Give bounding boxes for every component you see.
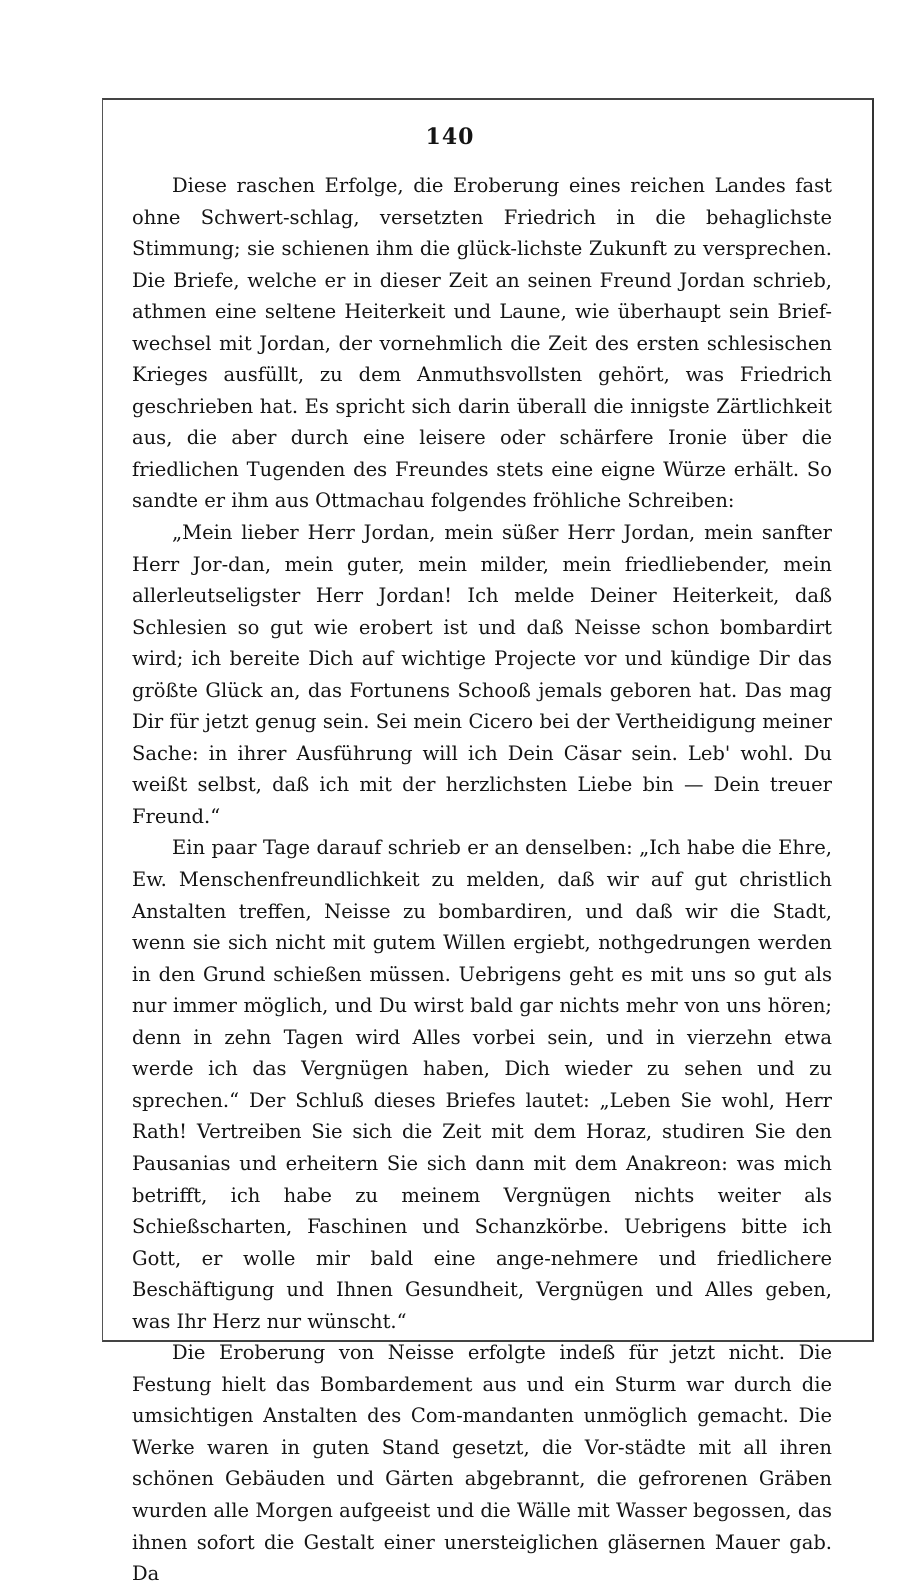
body-text xyxy=(132,170,832,1590)
paragraph-3: Ein paar Tage darauf schrieb er an denselben: „Ich habe die Ehre, Ew. Menschenfreundlichkeit zu melden, daß wir auf gut christlich Anstalten treffen, Neisse zu bombardiren, und daß wir die Stadt, wenn sie sich nicht mit gutem Willen ergiebt, nothgedrungen werden in den Grund schießen müssen. Uebrigens geht es mit uns so gut als nur immer möglich, und Du wirst bald gar nichts mehr von uns hören; denn in zehn Tagen wird Alles vorbei sein, und in vierzehn etwa werde ich das Vergnügen haben, Dich wieder zu sehen und zu sprechen.“ Der Schluß dieses Briefes lautet: „Leben Sie wohl, Herr Rath! Vertreiben Sie sich die Zeit mit dem Horaz, studiren Sie den Pausanias und erheitern Sie sich dann mit dem Anakreon: was mich betrifft, ich habe zu meinem Vergnügen nichts weiter als Schießscharten, Faschinen und Schanzkörbe. Uebrigens bitte ich Gott, er wolle mir bald eine ange-nehmere und friedlichere Beschäftigung und Ihnen Gesundheit, Vergnügen und Alles geben, was Ihr Herz nur wünscht.“ xyxy=(132,836,832,1333)
page-number: 140 xyxy=(425,124,475,150)
paragraph-2-letter-quote: „Mein lieber Herr Jordan, mein süßer Herr Jordan, mein sanfter Herr Jor-dan, mein guter, mein milder, mein friedliebender, mein allerleutseligster Herr Jordan! Ich melde Deiner Heiterkeit, daß Schlesien so gut wie erobert ist und daß Neisse schon bombardirt wird; ich bereite Dich auf wichtige Projecte vor und kündige Dir das größte Glück an, das Fortunens Schooß jemals geboren hat. Das mag Dir für jetzt genug sein. Sei mein Cicero bei der Vertheidigung meiner Sache: in ihrer Ausführung will ich Dein Cäsar sein. Leb' wohl. Du weißt selbst, daß ich mit der herzlichsten Liebe bin — Dein treuer Freund.“ xyxy=(132,521,832,828)
paragraph-1: Diese raschen Erfolge, die Eroberung eines reichen Landes fast ohne Schwert-schlag, versetzten Friedrich in die behaglichste Stimmung; sie schienen ihm die glück-lichste Zukunft zu versprechen. Die Briefe, welche er in dieser Zeit an seinen Freund Jordan schrieb, athmen eine seltene Heiterkeit und Laune, wie überhaupt sein Brief-wechsel mit Jordan, der vornehmlich die Zeit des ersten schlesischen Krieges ausfüllt, zu dem Anmuthsvollsten gehört, was Friedrich geschrieben hat. Es spricht sich darin überall die innigste Zärtlichkeit aus, die aber durch eine leisere oder schärfere Ironie über die friedlichen Tugenden des Freundes stets eine eigne Würze erhält. So sandte er ihm aus Ottmachau folgendes fröhliche Schreiben: xyxy=(132,174,832,513)
paragraph-4: Die Eroberung von Neisse erfolgte indeß für jetzt nicht. Die Festung hielt das Bombardement aus und ein Sturm war durch die umsichtigen Anstalten des Com-mandanten unmöglich gemacht. Die Werke waren in guten Stand gesetzt, die Vor-städte mit all ihren schönen Gebäuden und Gärten abgebrannt, die gefrorenen Gräben wurden alle Morgen aufgeeist und die Wälle mit Wasser begossen, das ihnen sofort die Gestalt einer unersteiglichen gläsernen Mauer gab. Da xyxy=(132,1341,832,1586)
